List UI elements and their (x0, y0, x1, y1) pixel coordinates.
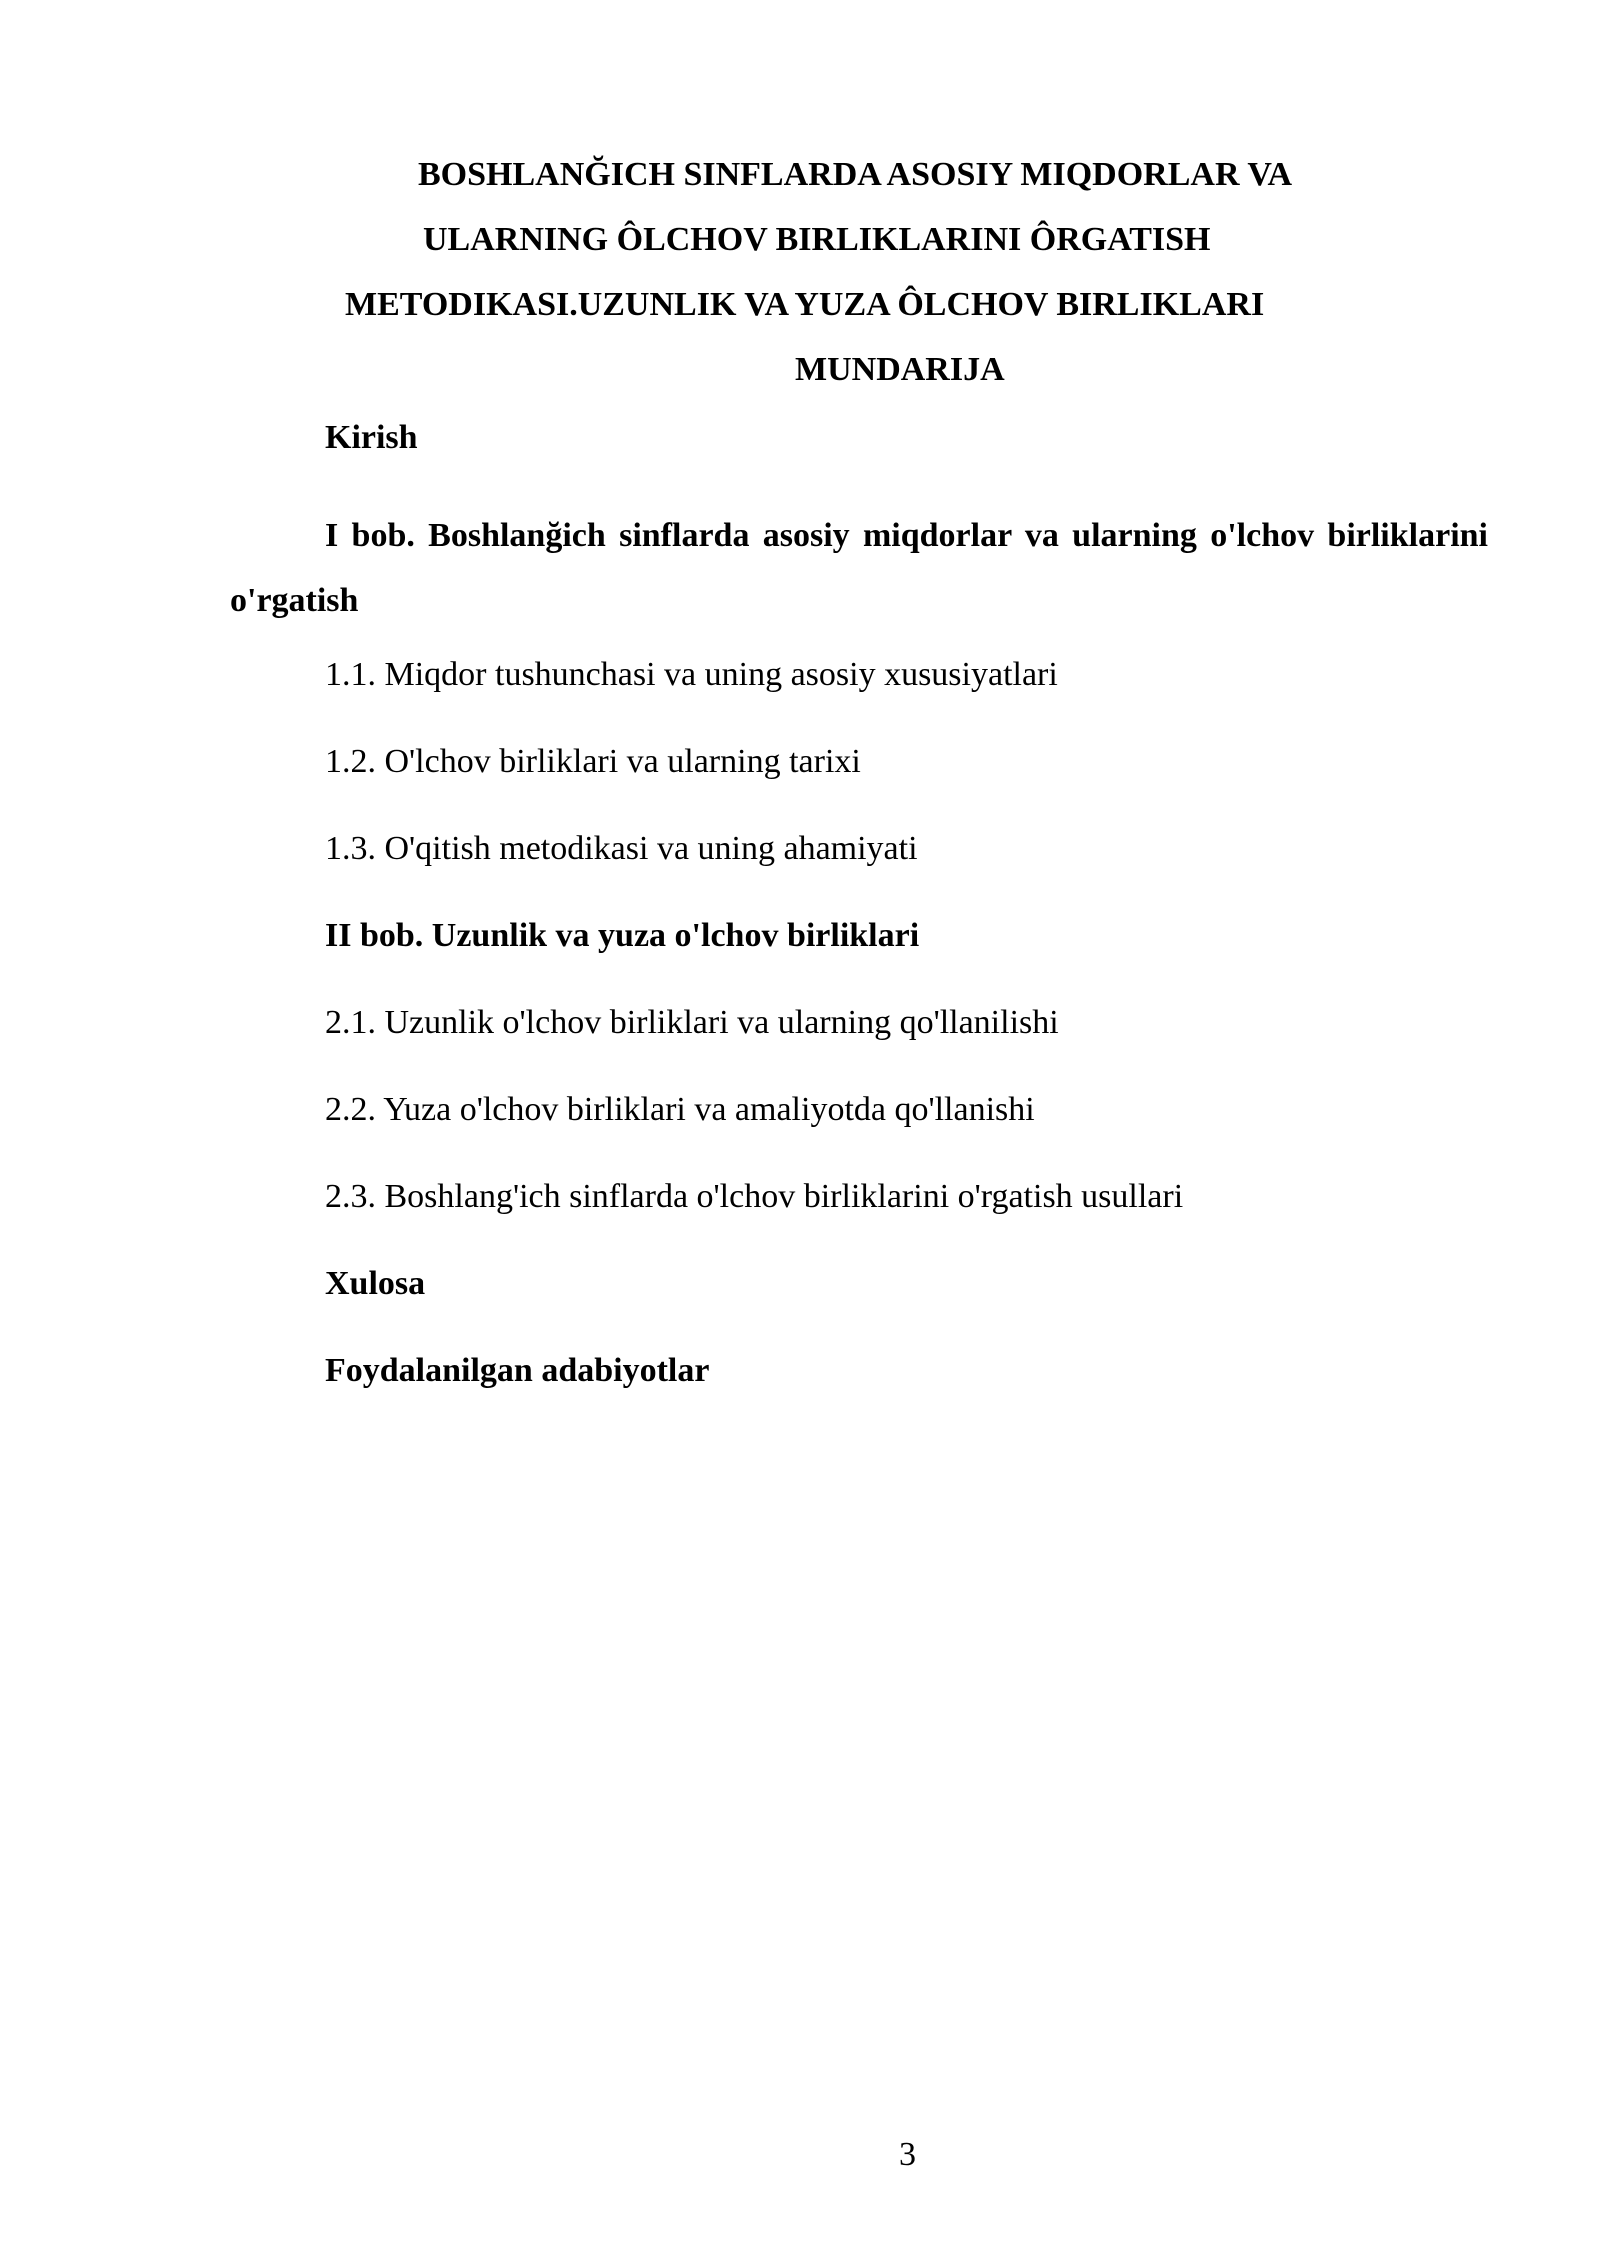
toc-chapter-2: II bob. Uzunlik va yuza o'lchov birliklari (325, 917, 920, 954)
toc-references: Foydalanilgan adabiyotlar (325, 1352, 710, 1389)
title-line-3: METODIKASI.UZUNLIK VA YUZA ÔLCHOV BIRLIKLARI (345, 286, 1265, 323)
title-line-1: BOSHLANĞICH SINFLARDA ASOSIY MIQDORLAR VA (418, 156, 1293, 193)
contents-heading: MUNDARIJA (795, 351, 1005, 388)
toc-chapter-1: I bob. Boshlanğich sinflarda asosiy miqdorlar va ularning o'lchov birliklarini o'rgatish (230, 517, 1488, 619)
toc-section-2-3: 2.3. Boshlang'ich sinflarda o'lchov birliklarini o'rgatish usullari (325, 1178, 1184, 1215)
toc-section-1-3: 1.3. O'qitish metodikasi va uning ahamiyati (325, 830, 918, 867)
toc-introduction: Kirish (325, 419, 418, 456)
toc-section-2-1: 2.1. Uzunlik o'lchov birliklari va ularning qo'llanilishi (325, 1004, 1059, 1041)
toc-conclusion: Xulosa (325, 1265, 426, 1302)
title-line-2: ULARNING ÔLCHOV BIRLIKLARINI ÔRGATISH (423, 221, 1211, 258)
page-number: 3 (899, 2136, 916, 2173)
toc-section-2-2: 2.2. Yuza o'lchov birliklari va amaliyotda qo'llanishi (325, 1091, 1035, 1128)
toc-section-1-1: 1.1. Miqdor tushunchasi va uning asosiy xususiyatlari (325, 656, 1058, 693)
toc-section-1-2: 1.2. O'lchov birliklari va ularning tarixi (325, 743, 861, 780)
